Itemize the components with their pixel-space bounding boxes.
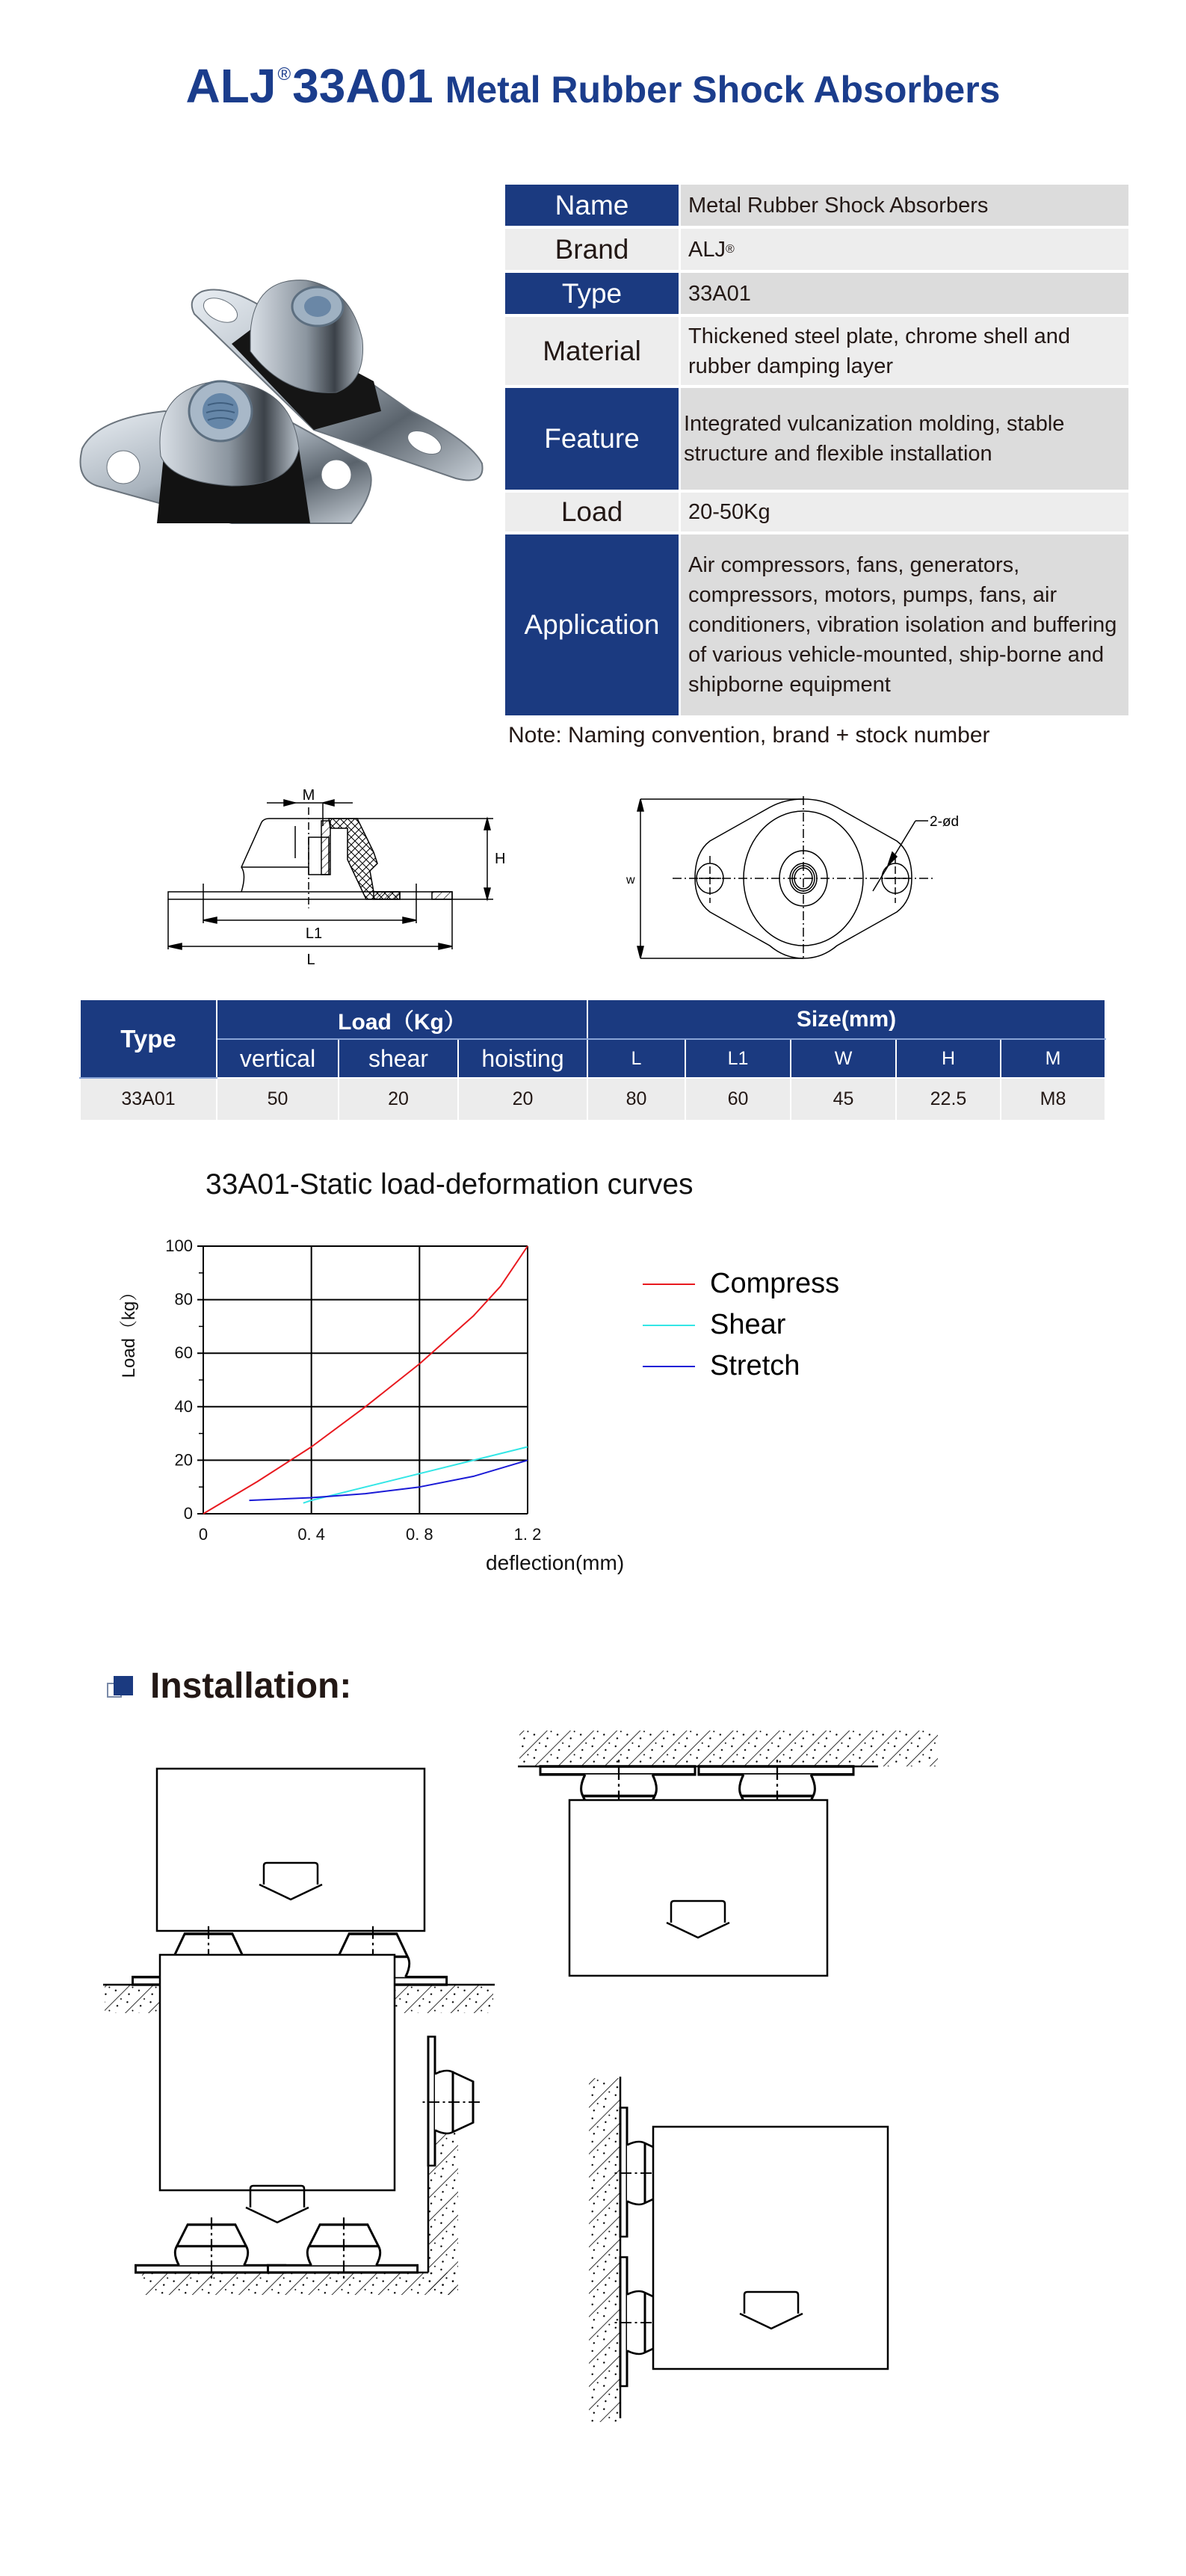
registered-mark: ® (725, 242, 735, 256)
side-view-drawing (149, 770, 523, 979)
registered-mark: ® (277, 64, 291, 84)
dim-label-m: M (302, 787, 315, 804)
install-diagram-wall (589, 2077, 888, 2422)
legend-label: Stretch (710, 1350, 800, 1381)
info-value: Metal Rubber Shock Absorbers (681, 185, 1128, 226)
info-row-load (505, 493, 1128, 531)
spec-table (79, 999, 1106, 1121)
chart-title: 33A01-Static load-deformation curves (206, 1168, 694, 1201)
dim-label-l1: L1 (305, 925, 323, 942)
cell-hoisting: 20 (458, 1078, 587, 1121)
cell-shear: 20 (339, 1078, 458, 1121)
info-label: Type (505, 273, 679, 314)
info-row-material (505, 317, 1128, 385)
cell-vertical: 50 (217, 1078, 339, 1121)
installation-diagrams (0, 1719, 1186, 2576)
table-row (80, 1078, 1105, 1121)
legend-item-compress (643, 1263, 839, 1304)
title-brand: ALJ (185, 59, 277, 113)
svg-text:60: 60 (174, 1343, 193, 1363)
chart-ticks (165, 1236, 541, 1544)
info-row-name (505, 185, 1128, 226)
legend-swatch-compress (643, 1284, 695, 1285)
svg-text:0: 0 (198, 1525, 209, 1544)
cell-l: 80 (587, 1078, 685, 1121)
svg-text:0: 0 (183, 1504, 193, 1523)
svg-text:80: 80 (174, 1289, 193, 1309)
col-header-load: Load（Kg） (217, 999, 587, 1039)
col-header-vertical: vertical (217, 1039, 339, 1078)
product-photo (67, 262, 501, 531)
chart-grid (197, 1246, 528, 1514)
cell-l1: 60 (685, 1078, 791, 1121)
col-header-h: H (896, 1039, 1001, 1078)
col-header-m: M (1001, 1039, 1105, 1078)
info-value: Integrated vulcanization molding, stable structure and flexible installation (681, 388, 1128, 490)
y-axis-title: Load（kg） (119, 1283, 139, 1378)
cell-h: 22.5 (896, 1078, 1001, 1121)
svg-text:0. 4: 0. 4 (297, 1525, 326, 1544)
top-view-drawing (613, 777, 1061, 987)
info-label: Name (505, 185, 679, 226)
dim-label-holes: 2-ød (930, 814, 960, 830)
info-value: 20-50Kg (681, 493, 1128, 531)
cell-m: M8 (1001, 1078, 1105, 1121)
col-header-shear: shear (339, 1039, 458, 1078)
svg-text:40: 40 (174, 1396, 193, 1416)
legend-swatch-shear (643, 1325, 695, 1326)
legend-swatch-stretch (643, 1366, 695, 1367)
col-header-size: Size(mm) (587, 999, 1105, 1039)
naming-note: Note: Naming convention, brand + stock number (508, 723, 990, 748)
info-label: Material (505, 317, 679, 385)
info-row-feature (505, 388, 1128, 490)
info-label: Application (505, 534, 679, 715)
svg-text:1. 2: 1. 2 (513, 1525, 542, 1544)
brand-value: ALJ (688, 237, 726, 262)
x-axis-title: deflection(mm) (486, 1551, 625, 1574)
svg-text:100: 100 (165, 1236, 193, 1255)
installation-heading (107, 1666, 351, 1707)
col-header-w: W (791, 1039, 896, 1078)
svg-text:20: 20 (174, 1450, 193, 1470)
info-row-type (505, 273, 1128, 314)
info-value: Air compressors, fans, generators, compressors, motors, pumps, fans, air conditioners, vibration isolation and buffering of various vehicle-mounted, ship-borne and shipborne equipment (681, 534, 1128, 715)
cell-type: 33A01 (80, 1078, 217, 1121)
col-header-l: L (587, 1039, 685, 1078)
dim-label-w: w (626, 874, 635, 887)
svg-text:0. 8: 0. 8 (405, 1525, 433, 1544)
info-value: 33A01 (681, 273, 1128, 314)
legend-label: Compress (710, 1268, 840, 1299)
chart-series (203, 1246, 528, 1514)
col-header-type: Type (80, 999, 217, 1078)
page-title (0, 58, 1186, 114)
install-diagram-ceiling (518, 1731, 938, 1976)
title-model: 33A01 (292, 59, 433, 113)
col-header-hoisting: hoisting (458, 1039, 587, 1078)
col-header-l1: L1 (685, 1039, 791, 1078)
info-label: Feature (505, 388, 679, 490)
info-value: Thickened steel plate, chrome shell and rubber damping layer (681, 317, 1128, 385)
dim-label-l: L (306, 952, 315, 968)
chart-legend (643, 1263, 839, 1387)
dim-label-h: H (495, 851, 506, 867)
info-label: Load (505, 493, 679, 531)
section-square-icon (107, 1673, 134, 1700)
info-row-brand (505, 229, 1128, 270)
info-label: Brand (505, 229, 679, 270)
installation-title: Installation: (150, 1666, 352, 1706)
load-deformation-chart (112, 1204, 635, 1547)
title-product-name: Metal Rubber Shock Absorbers (445, 69, 1001, 111)
legend-label: Shear (710, 1309, 786, 1340)
legend-item-shear (643, 1304, 839, 1346)
cell-w: 45 (791, 1078, 896, 1121)
info-row-application (505, 534, 1128, 715)
legend-item-stretch (643, 1346, 839, 1387)
product-info-table (505, 185, 1128, 718)
info-value (681, 229, 1128, 270)
